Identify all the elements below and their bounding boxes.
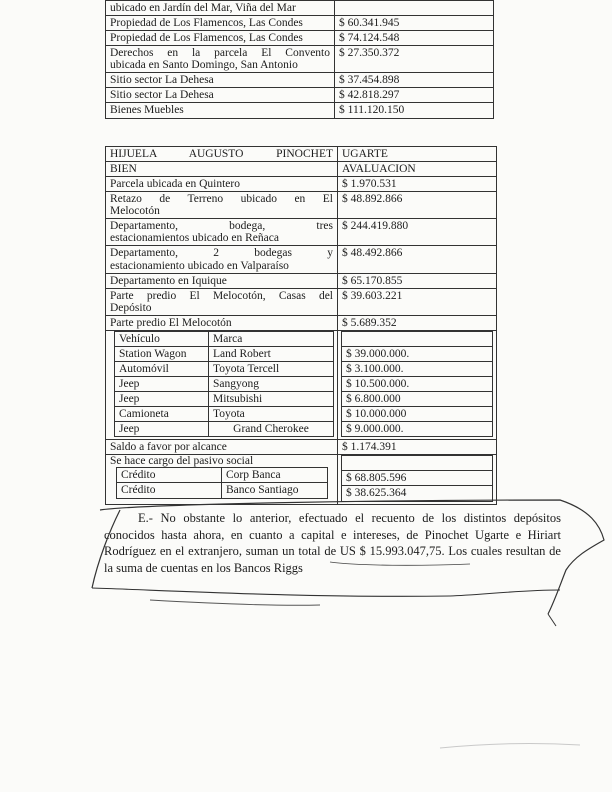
credit-values-subtable <box>341 455 493 501</box>
table-row <box>106 315 497 330</box>
vehicle-brand-header: Marca <box>209 331 334 346</box>
body-paragraph <box>104 510 561 576</box>
credit-type: Crédito <box>117 483 222 498</box>
table-row <box>106 177 497 192</box>
vehicles-subtable <box>114 331 334 437</box>
asset-value: $ 65.170.855 <box>338 273 497 288</box>
asset-value: $ 48.492.866 <box>338 246 497 273</box>
table-row <box>106 219 497 246</box>
vehicle-row <box>115 377 334 392</box>
vehicle-row <box>115 346 334 361</box>
vehicle-value: $ 10.500.000. <box>342 377 493 392</box>
asset-label: Propiedad de Los Flamencos, Las Condes <box>106 31 335 46</box>
vehicle-type-header: Vehículo <box>115 331 209 346</box>
vehicle-value-row <box>342 331 493 346</box>
asset-label: ubicado en Jardín del Mar, Viña del Mar <box>106 1 335 16</box>
asset-label: Parcela ubicada en Quintero <box>106 177 338 192</box>
hijuela-table <box>105 146 497 505</box>
vehicles-header-row <box>115 331 334 346</box>
vehicle-row <box>115 361 334 376</box>
table-row <box>106 73 494 88</box>
credit-value-row <box>342 486 493 501</box>
credit-line <box>117 468 328 483</box>
vehicle-type: Station Wagon <box>115 346 209 361</box>
vehicle-brand: Mitsubishi <box>209 392 334 407</box>
credit-values-cell <box>338 455 497 504</box>
credit-value: $ 38.625.364 <box>342 486 493 501</box>
asset-label: Departamento, 2 bodegas y estacionamiento ubicado en Valparaíso <box>106 246 338 273</box>
vehicles-cell <box>106 330 338 439</box>
table-row <box>106 88 494 103</box>
asset-value: $ 42.818.297 <box>335 88 494 103</box>
vehicle-value-row <box>342 407 493 422</box>
asset-label <box>106 46 335 73</box>
vehicle-value-row <box>342 346 493 361</box>
bracket-bottom-stroke <box>92 588 560 596</box>
asset-value: $ 48.892.866 <box>338 192 497 219</box>
table-header-row <box>106 162 497 177</box>
asset-label: Retazo de Terreno ubicado en El Melocotón <box>106 192 338 219</box>
asset-value: $ 39.603.221 <box>338 288 497 315</box>
asset-label: Parte predio El Melocotón, Casas del Depósito <box>106 288 338 315</box>
assets-table-continued <box>105 0 494 119</box>
vehicle-brand: Land Robert <box>209 346 334 361</box>
saldo-label: Saldo a favor por alcance <box>106 440 338 455</box>
table-row <box>106 246 497 273</box>
vehicle-type: Automóvil <box>115 361 209 376</box>
table-row <box>106 192 497 219</box>
vehicle-type: Camioneta <box>115 407 209 422</box>
table-row <box>106 31 494 46</box>
hijuela-header-surname: UGARTE <box>338 147 497 162</box>
asset-value <box>335 1 494 16</box>
asset-label: Bienes Muebles <box>106 103 335 118</box>
credit-type: Crédito <box>117 468 222 483</box>
column-header-avaluacion: AVALUACION <box>338 162 497 177</box>
credit-bank: Corp Banca <box>222 468 328 483</box>
asset-label: Departamento en Iquique <box>106 273 338 288</box>
table-row <box>106 16 494 31</box>
asset-value: $ 111.120.150 <box>335 103 494 118</box>
asset-label: Parte predio El Melocotón <box>106 315 338 330</box>
credit-row <box>106 455 497 504</box>
vehicle-row <box>115 407 334 422</box>
asset-value: $ 1.970.531 <box>338 177 497 192</box>
credit-value-row <box>342 456 493 471</box>
paragraph-lead: E.- No obstante lo anterior, efectuado el recuento de los distintos <box>138 511 507 525</box>
table-row <box>106 273 497 288</box>
table-row <box>106 103 494 118</box>
credits-subtable <box>116 467 328 498</box>
asset-value: $ 27.350.372 <box>335 46 494 73</box>
vehicle-value-row <box>342 361 493 376</box>
vehicle-type: Jeep <box>115 377 209 392</box>
vehicle-values-cell <box>338 330 497 439</box>
credit-line <box>117 483 328 498</box>
vehicle-values-subtable <box>341 331 493 437</box>
asset-label-line1: Derechos en la parcela El Convento <box>110 47 330 60</box>
vehicle-type: Jeep <box>115 392 209 407</box>
vehicle-value: $ 39.000.000. <box>342 346 493 361</box>
bracket-tail-stroke <box>548 614 556 626</box>
asset-value: $ 60.341.945 <box>335 16 494 31</box>
asset-value: $ 37.454.898 <box>335 73 494 88</box>
paragraph-rest: depósitos conocidos hasta ahora, en cuanto a capital e intereses, de Pinochet Ugarte e Hiriart Rodríguez en el extranjero, suman un total de US $ 15.993.047,75. Los cuales resultan de la suma de cuentas en los Bancos Riggs <box>104 511 561 575</box>
table-row <box>106 46 494 73</box>
table-row <box>106 440 497 455</box>
asset-label: Propiedad de Los Flamencos, Las Condes <box>106 16 335 31</box>
asset-value: $ 5.689.352 <box>338 315 497 330</box>
pasivo-label: Se hace cargo del pasivo social <box>110 455 254 468</box>
asset-value: $ 74.124.548 <box>335 31 494 46</box>
vehicle-brand: Grand Cherokee <box>209 422 334 437</box>
vehicle-brand: Sangyong <box>209 377 334 392</box>
vehicle-value-blank <box>342 331 493 346</box>
asset-label: Sitio sector La Dehesa <box>106 73 335 88</box>
vehicle-value: $ 9.000.000. <box>342 422 493 437</box>
vehicles-row <box>106 330 497 439</box>
vehicle-row <box>115 392 334 407</box>
credit-cell <box>106 455 338 504</box>
asset-label: Departamento, bodega, tres estacionamientos ubicado en Reñaca <box>106 219 338 246</box>
table-header-row <box>106 147 497 162</box>
vehicle-row <box>115 422 334 437</box>
vehicle-brand: Toyota Tercell <box>209 361 334 376</box>
vehicle-type: Jeep <box>115 422 209 437</box>
vehicle-value-row <box>342 392 493 407</box>
vehicle-value: $ 6.800.000 <box>342 392 493 407</box>
bracket-lower-stroke <box>150 600 320 605</box>
column-header-bien: BIEN <box>106 162 338 177</box>
credit-bank: Banco Santiago <box>222 483 328 498</box>
table-row <box>106 1 494 16</box>
vehicle-value: $ 10.000.000 <box>342 407 493 422</box>
asset-label-line2: ubicada en Santo Domingo, San Antonio <box>110 59 298 72</box>
credit-value-row <box>342 471 493 486</box>
vehicle-value: $ 3.100.000. <box>342 361 493 376</box>
vehicle-brand: Toyota <box>209 407 334 422</box>
vehicle-value-row <box>342 422 493 437</box>
faint-bleed-stroke <box>440 744 580 748</box>
asset-label: Sitio sector La Dehesa <box>106 88 335 103</box>
vehicle-value-row <box>342 377 493 392</box>
asset-value: $ 244.419.880 <box>338 219 497 246</box>
credit-value: $ 68.805.596 <box>342 471 493 486</box>
credit-value-blank <box>342 456 493 471</box>
hijuela-header: HIJUELA AUGUSTO PINOCHET <box>106 147 338 162</box>
saldo-value: $ 1.174.391 <box>338 440 497 455</box>
table-row <box>106 288 497 315</box>
